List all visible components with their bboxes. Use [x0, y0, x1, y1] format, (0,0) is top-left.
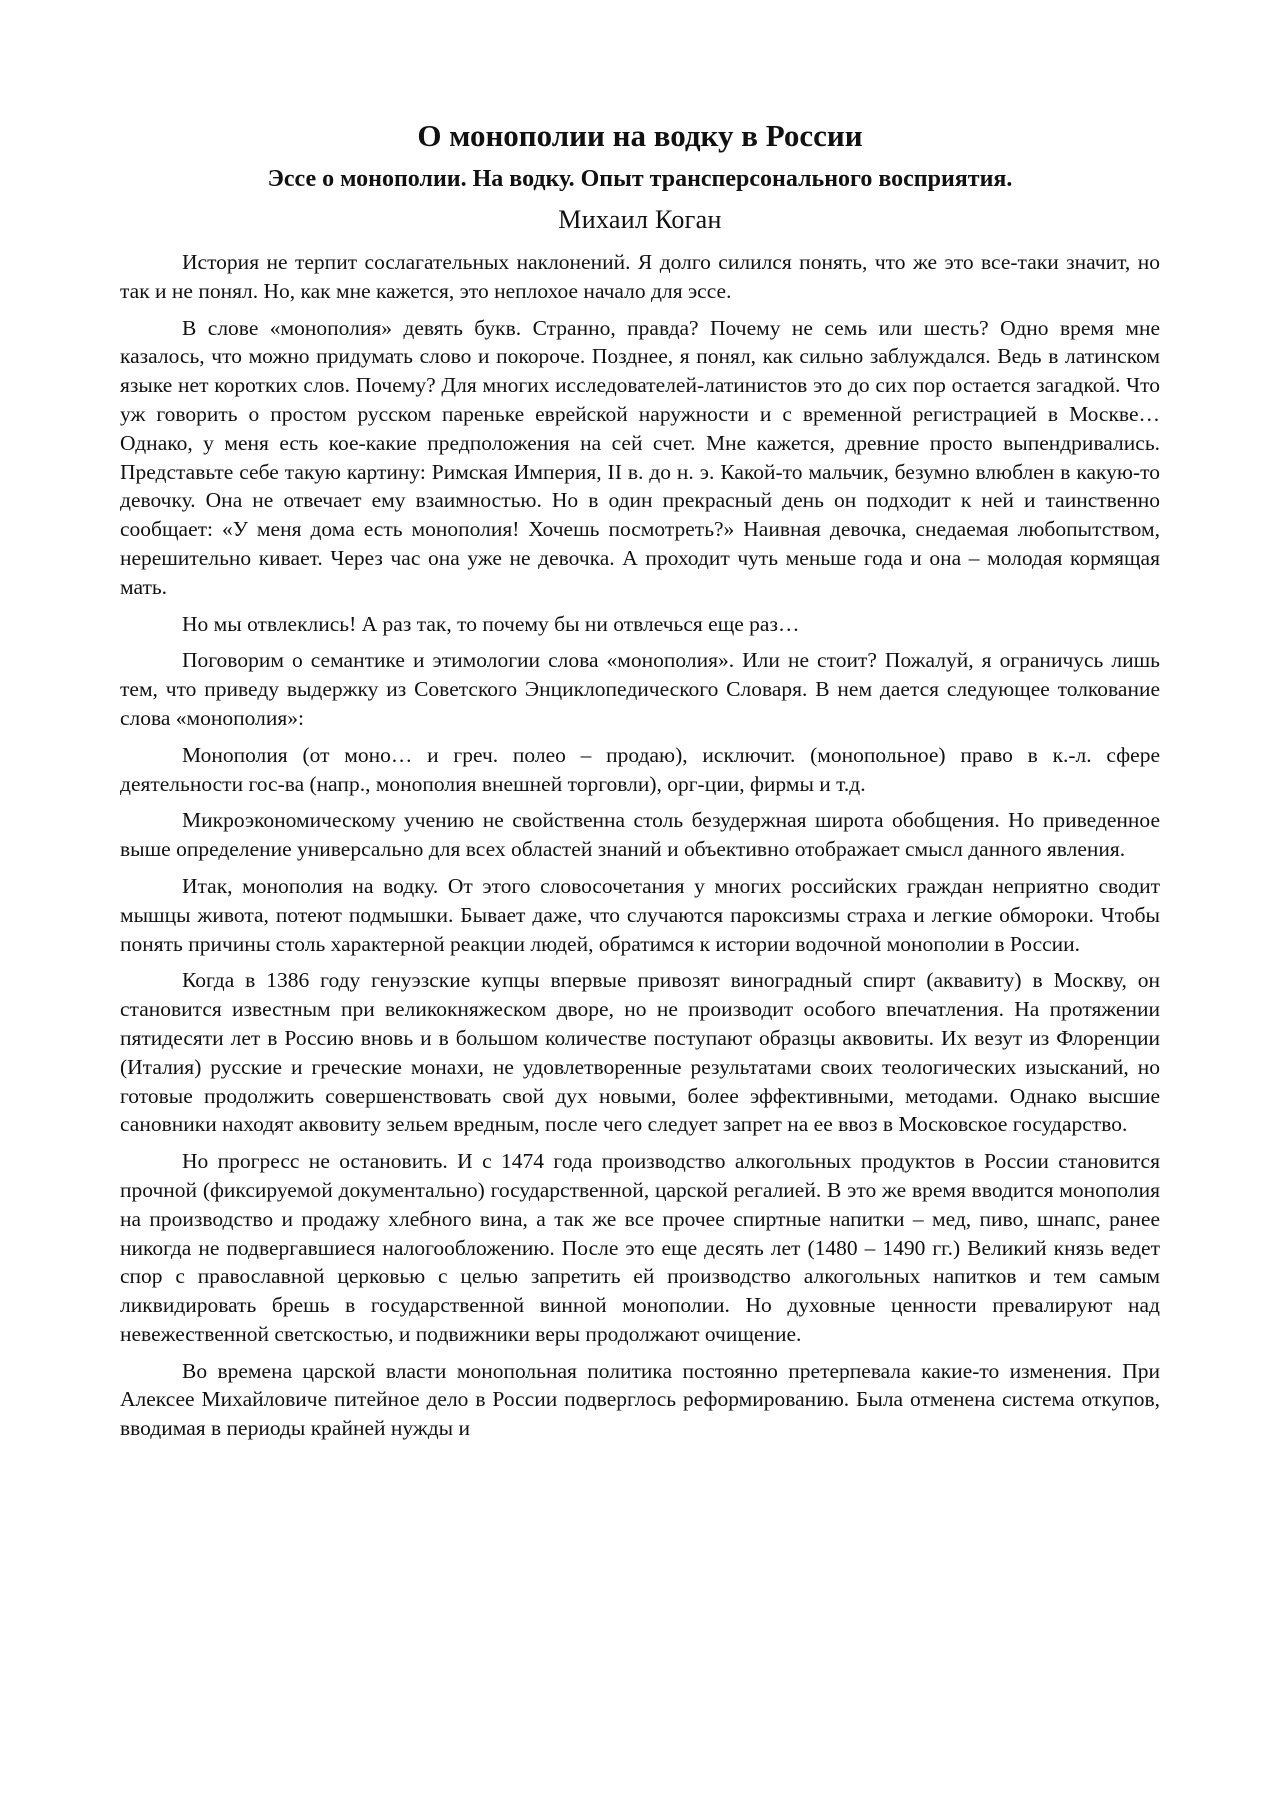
paragraph: Но мы отвлеклись! А раз так, то почему бы ни отвлечься еще раз…	[182, 611, 800, 636]
paragraph: Итак, монополия на водку. От этого словосочетания у многих российских граждан неприятно сводит мышцы живота, потеют подмышки. Бывает даже, что случаются пароксизмы страха и легкие обмороки. Чтобы понять причины столь характерной реакции людей, обратимся к истории водочной монополии в России.	[120, 873, 1160, 956]
document-author: Михаил Коган	[558, 205, 722, 234]
paragraph: Но прогресс не остановить. И с 1474 года производство алкогольных продуктов в России становится прочной (фиксируемой документально) государственной, царской регалией. В это же время вводится монополия на производство и продажу хлебного вина, а так же все прочее спиртные напитки – мед, пиво, шнапс, ранее никогда не подвергавшиеся налогообложению. После это еще десять лет (1480 – 1490 гг.) Великий князь ведет спор с православной церковью с целью запретить ей производство алкогольных напитков и тем самым ликвидировать брешь в государственной винной монополии. Но духовные ценности превалируют над невежественной светскостью, и подвижники веры продолжают очищение.	[120, 1149, 1160, 1346]
paragraph: Микроэкономическому учению не свойственна столь безудержная широта обобщения. Но приведенное выше определение универсально для всех областей знаний и объективно отображает смысл данного явления.	[120, 808, 1160, 862]
definition-quote: Монополия (от моно… и греч. полео – продаю), исключит. (монопольное) право в к.-л. сфере деятельности гос-ва (напр., монополия внешней торговли), орг-ции, фирмы и т.д.	[120, 742, 1160, 796]
paragraph: Когда в 1386 году генуэзские купцы впервые привозят виноградный спирт (аквавиту) в Москву, он становится известным при великокняжеском дворе, но не производит особого впечатления. На протяжении пятидесяти лет в Россию вновь и в большом количестве поступают образцы аквовиты. Их везут из Флоренции (Италия) русские и греческие монахи, не удовлетворенные результатами своих теологических изысканий, но готовые продолжить совершенствовать свой дух новыми, более эффективными, методами. Однако высшие сановники находят аквовиту зельем вредным, после чего следует запрет на ее ввоз в Московское государство.	[120, 968, 1160, 1137]
document-page	[120, 118, 1160, 1443]
paragraph: История не терпит сослагательных наклонений. Я долго силился понять, что же это все-таки значит, но так и не понял. Но, как мне кажется, это неплохое начало для эссе.	[120, 250, 1160, 303]
paragraph: Поговорим о семантике и этимологии слова «монополия». Или не стоит? Пожалуй, я ограничусь лишь тем, что приведу выдержку из Советского Энциклопедического Словаря. В нем дается следующее толкование слова «монополия»:	[120, 648, 1160, 730]
paragraph: В слове «монополия» девять букв. Странно, правда? Почему не семь или шесть? Одно время мне казалось, что можно придумать слово и покороче. Позднее, я понял, как сильно заблуждался. Ведь в латинском языке нет коротких слов. Почему? Для многих исследователей-латинистов это до сих пор остается загадкой. Что уж говорить о простом русском пареньке еврейской наружности и с временной регистрацией в Москве… Однако, у меня есть кое-какие предположения на сей счет. Мне кажется, древние просто выпендривались. Представьте себе такую картину: Римская Империя, II в. до н. э. Какой-то мальчик, безумно влюблен в какую-то девочку. Она не отвечает ему взаимностью. Но в один прекрасный день он подходит к ней и таинственно сообщает: «У меня дома есть монополия! Хочешь посмотреть?» Наивная девочка, снедаемая любопытством, нерешительно кивает. Через час она уже не девочка. А проходит чуть меньше года и она – молодая кормящая мать.	[120, 315, 1160, 599]
document-title: О монополии на водку в России	[417, 118, 863, 153]
paragraph: Во времена царской власти монопольная политика постоянно претерпевала какие-то изменения. При Алексее Михайловиче питейное дело в России подверглось реформированию. Была отменена система откупов, вводимая в периоды крайней нужды и	[120, 1358, 1160, 1441]
document-subtitle: Эссе о монополии. На водку. Опыт трансперсонального восприятия.	[267, 166, 1013, 192]
